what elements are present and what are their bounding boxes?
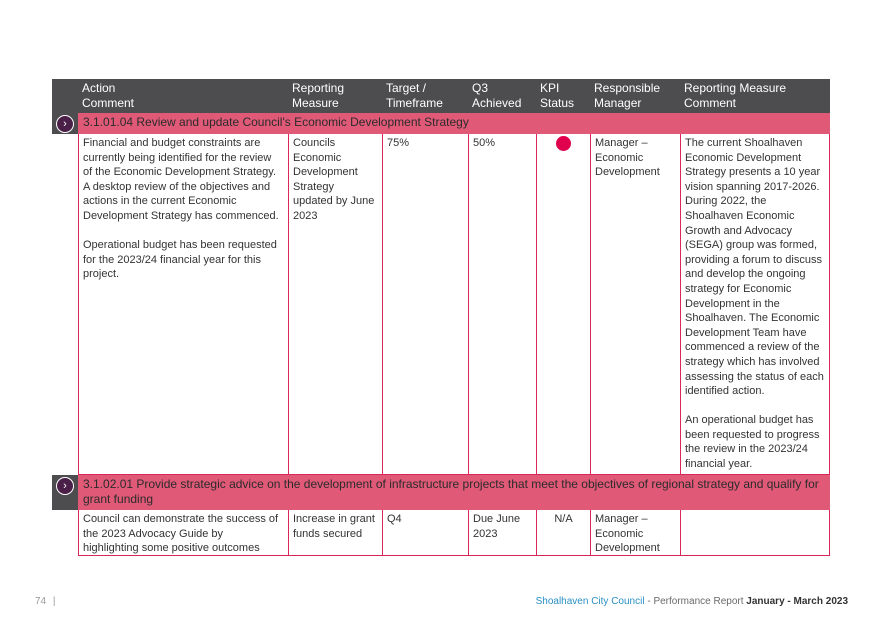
kpi-status-cell [536,134,590,475]
footer-title: Shoalhaven City Council - Performance Report January - March 2023 [535,596,848,607]
manager-cell: Manager – Economic Development [590,510,680,556]
objective-row [52,475,830,510]
target-cell: Q4 [382,510,468,556]
objective-title: 3.1.01.04 Review and update Council's Economic Development Strategy [78,113,830,134]
chevron-right-circle-icon[interactable]: › [56,115,74,133]
col-header-manager: Responsible Manager [594,81,661,110]
kpi-status-red-icon [556,136,571,151]
measure-cell: Councils Economic Development Strategy updated by June 2023 [288,134,382,475]
table-row [52,134,830,475]
q3-achieved-cell: Due June 2023 [468,510,536,556]
objective-title: 3.1.02.01 Provide strategic advice on the development of infrastructure projects that meet the objectives of regional strategy and qualify for grant funding [78,475,830,510]
manager-cell: Manager – Economic Development [590,134,680,475]
measure-cell: Increase in grant funds secured [288,510,382,556]
rm-comment-cell [680,510,830,556]
kpi-status-cell: N/A [536,510,590,556]
col-header-kpi: KPI Status [540,81,575,110]
chevron-right-circle-icon[interactable]: › [56,477,74,495]
col-header-measure: Reporting Measure [292,81,345,110]
action-comment-cell: Financial and budget constraints are currently being identified for the review of the Economic Development Strategy. A desktop review of the objectives and actions in the current Economic Development Strategy has commenced. Operational budget has been requested for the 2023/24 financial year for this project. [78,134,288,475]
target-cell: 75% [382,134,468,475]
performance-table [52,79,830,556]
col-header-target: Target / Timeframe [386,81,443,110]
q3-achieved-cell: 50% [468,134,536,475]
table-header [52,79,830,113]
col-header-q3: Q3 Achieved [472,81,522,110]
page-number: 74 | [35,596,56,607]
rm-comment-cell: The current Shoalhaven Economic Development Strategy presents a 10 year vision spanning 2017-2026. During 2022, the Shoalhaven Economic Growth and Advocacy (SEGA) group was formed, providing a forum to discuss and develop the ongoing strategy for Economic Development in the Shoalhaven. The Economic Development Team have commenced a review of the strategy which has involved assessing the status of each identified action. An operational budget has been requested to progress the review in the 2023/24 financial year. [680,134,830,475]
action-comment-cell: Council can demonstrate the success of the 2023 Advocacy Guide by highlighting some positive outcomes [78,510,288,556]
objective-row [52,113,830,134]
col-header-rm-comment: Reporting Measure Comment [684,81,787,110]
col-header-action: Action Comment [82,81,135,110]
table-row [52,510,830,556]
